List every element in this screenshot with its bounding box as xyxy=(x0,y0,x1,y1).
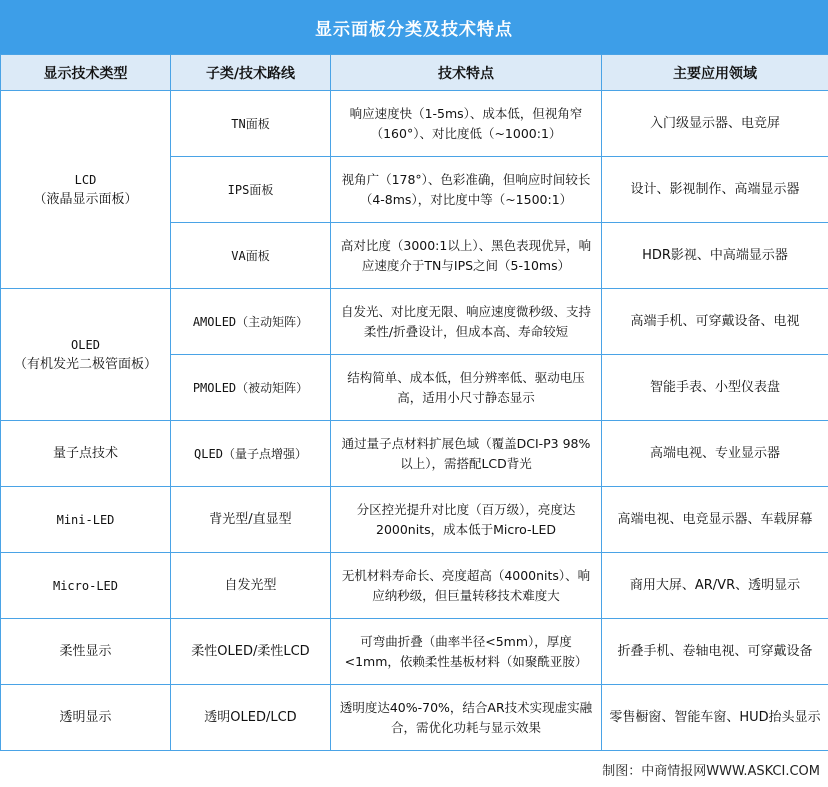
feature-cell: 无机材料寿命长、亮度超高（4000nits）、响应纳秒级，但巨量转移技术难度大 xyxy=(331,553,602,619)
display-panel-table xyxy=(0,54,828,751)
subtype-cell: 透明OLED/LCD xyxy=(171,685,331,751)
header-row xyxy=(1,55,828,91)
category-lcd xyxy=(1,91,171,289)
application-cell: 折叠手机、卷轴电视、可穿戴设备 xyxy=(602,619,828,685)
category-quantum-dot: 量子点技术 xyxy=(1,421,171,487)
header-subtype: 子类/技术路线 xyxy=(171,55,331,91)
subtype-cell: 自发光型 xyxy=(171,553,331,619)
application-cell: 高端电视、电竞显示器、车载屏幕 xyxy=(602,487,828,553)
application-cell: 零售橱窗、智能车窗、HUD抬头显示 xyxy=(602,685,828,751)
feature-cell: 可弯曲折叠（曲率半径<5mm），厚度<1mm，依赖柔性基板材料（如聚酰亚胺） xyxy=(331,619,602,685)
category-flexible: 柔性显示 xyxy=(1,619,171,685)
category-lcd-cn: （液晶显示面板） xyxy=(5,190,166,210)
subtype-cell: VA面板 xyxy=(171,223,331,289)
table-row xyxy=(1,91,828,157)
category-lcd-en: LCD xyxy=(5,170,166,190)
category-mini-led: Mini-LED xyxy=(1,487,171,553)
table-row xyxy=(1,619,828,685)
category-oled xyxy=(1,289,171,421)
application-cell: HDR影视、中高端显示器 xyxy=(602,223,828,289)
application-cell: 商用大屏、AR/VR、透明显示 xyxy=(602,553,828,619)
application-cell: 高端电视、专业显示器 xyxy=(602,421,828,487)
feature-cell: 响应速度快（1-5ms）、成本低，但视角窄（160°）、对比度低（~1000:1） xyxy=(331,91,602,157)
feature-cell: 透明度达40%-70%，结合AR技术实现虚实融合，需优化功耗与显示效果 xyxy=(331,685,602,751)
category-transparent: 透明显示 xyxy=(1,685,171,751)
header-applications: 主要应用领域 xyxy=(602,55,828,91)
table-row xyxy=(1,421,828,487)
category-oled-en: OLED xyxy=(5,335,166,355)
subtype-cell: 背光型/直显型 xyxy=(171,487,331,553)
header-type: 显示技术类型 xyxy=(1,55,171,91)
subtype-cell: PMOLED（被动矩阵） xyxy=(171,355,331,421)
table-row xyxy=(1,553,828,619)
subtype-cell: IPS面板 xyxy=(171,157,331,223)
feature-cell: 自发光、对比度无限、响应速度微秒级、支持柔性/折叠设计，但成本高、寿命较短 xyxy=(331,289,602,355)
table-row xyxy=(1,289,828,355)
feature-cell: 通过量子点材料扩展色域（覆盖DCI-P3 98%以上），需搭配LCD背光 xyxy=(331,421,602,487)
application-cell: 智能手表、小型仪表盘 xyxy=(602,355,828,421)
table-title: 显示面板分类及技术特点 xyxy=(0,0,828,54)
application-cell: 高端手机、可穿戴设备、电视 xyxy=(602,289,828,355)
table-row xyxy=(1,685,828,751)
source-credit: 制图：中商情报网WWW.ASKCI.COM xyxy=(0,751,828,787)
application-cell: 入门级显示器、电竞屏 xyxy=(602,91,828,157)
subtype-cell: TN面板 xyxy=(171,91,331,157)
header-features: 技术特点 xyxy=(331,55,602,91)
subtype-cell: AMOLED（主动矩阵） xyxy=(171,289,331,355)
category-oled-cn: （有机发光二极管面板） xyxy=(5,355,166,375)
application-cell: 设计、影视制作、高端显示器 xyxy=(602,157,828,223)
feature-cell: 高对比度（3000:1以上）、黑色表现优异，响应速度介于TN与IPS之间（5-10ms） xyxy=(331,223,602,289)
category-micro-led: Micro-LED xyxy=(1,553,171,619)
feature-cell: 分区控光提升对比度（百万级），亮度达2000nits，成本低于Micro-LED xyxy=(331,487,602,553)
subtype-cell: 柔性OLED/柔性LCD xyxy=(171,619,331,685)
feature-cell: 视角广（178°）、色彩准确，但响应时间较长（4-8ms），对比度中等（~1500:1） xyxy=(331,157,602,223)
feature-cell: 结构简单、成本低，但分辨率低、驱动电压高，适用小尺寸静态显示 xyxy=(331,355,602,421)
subtype-cell: QLED（量子点增强） xyxy=(171,421,331,487)
table-row xyxy=(1,487,828,553)
